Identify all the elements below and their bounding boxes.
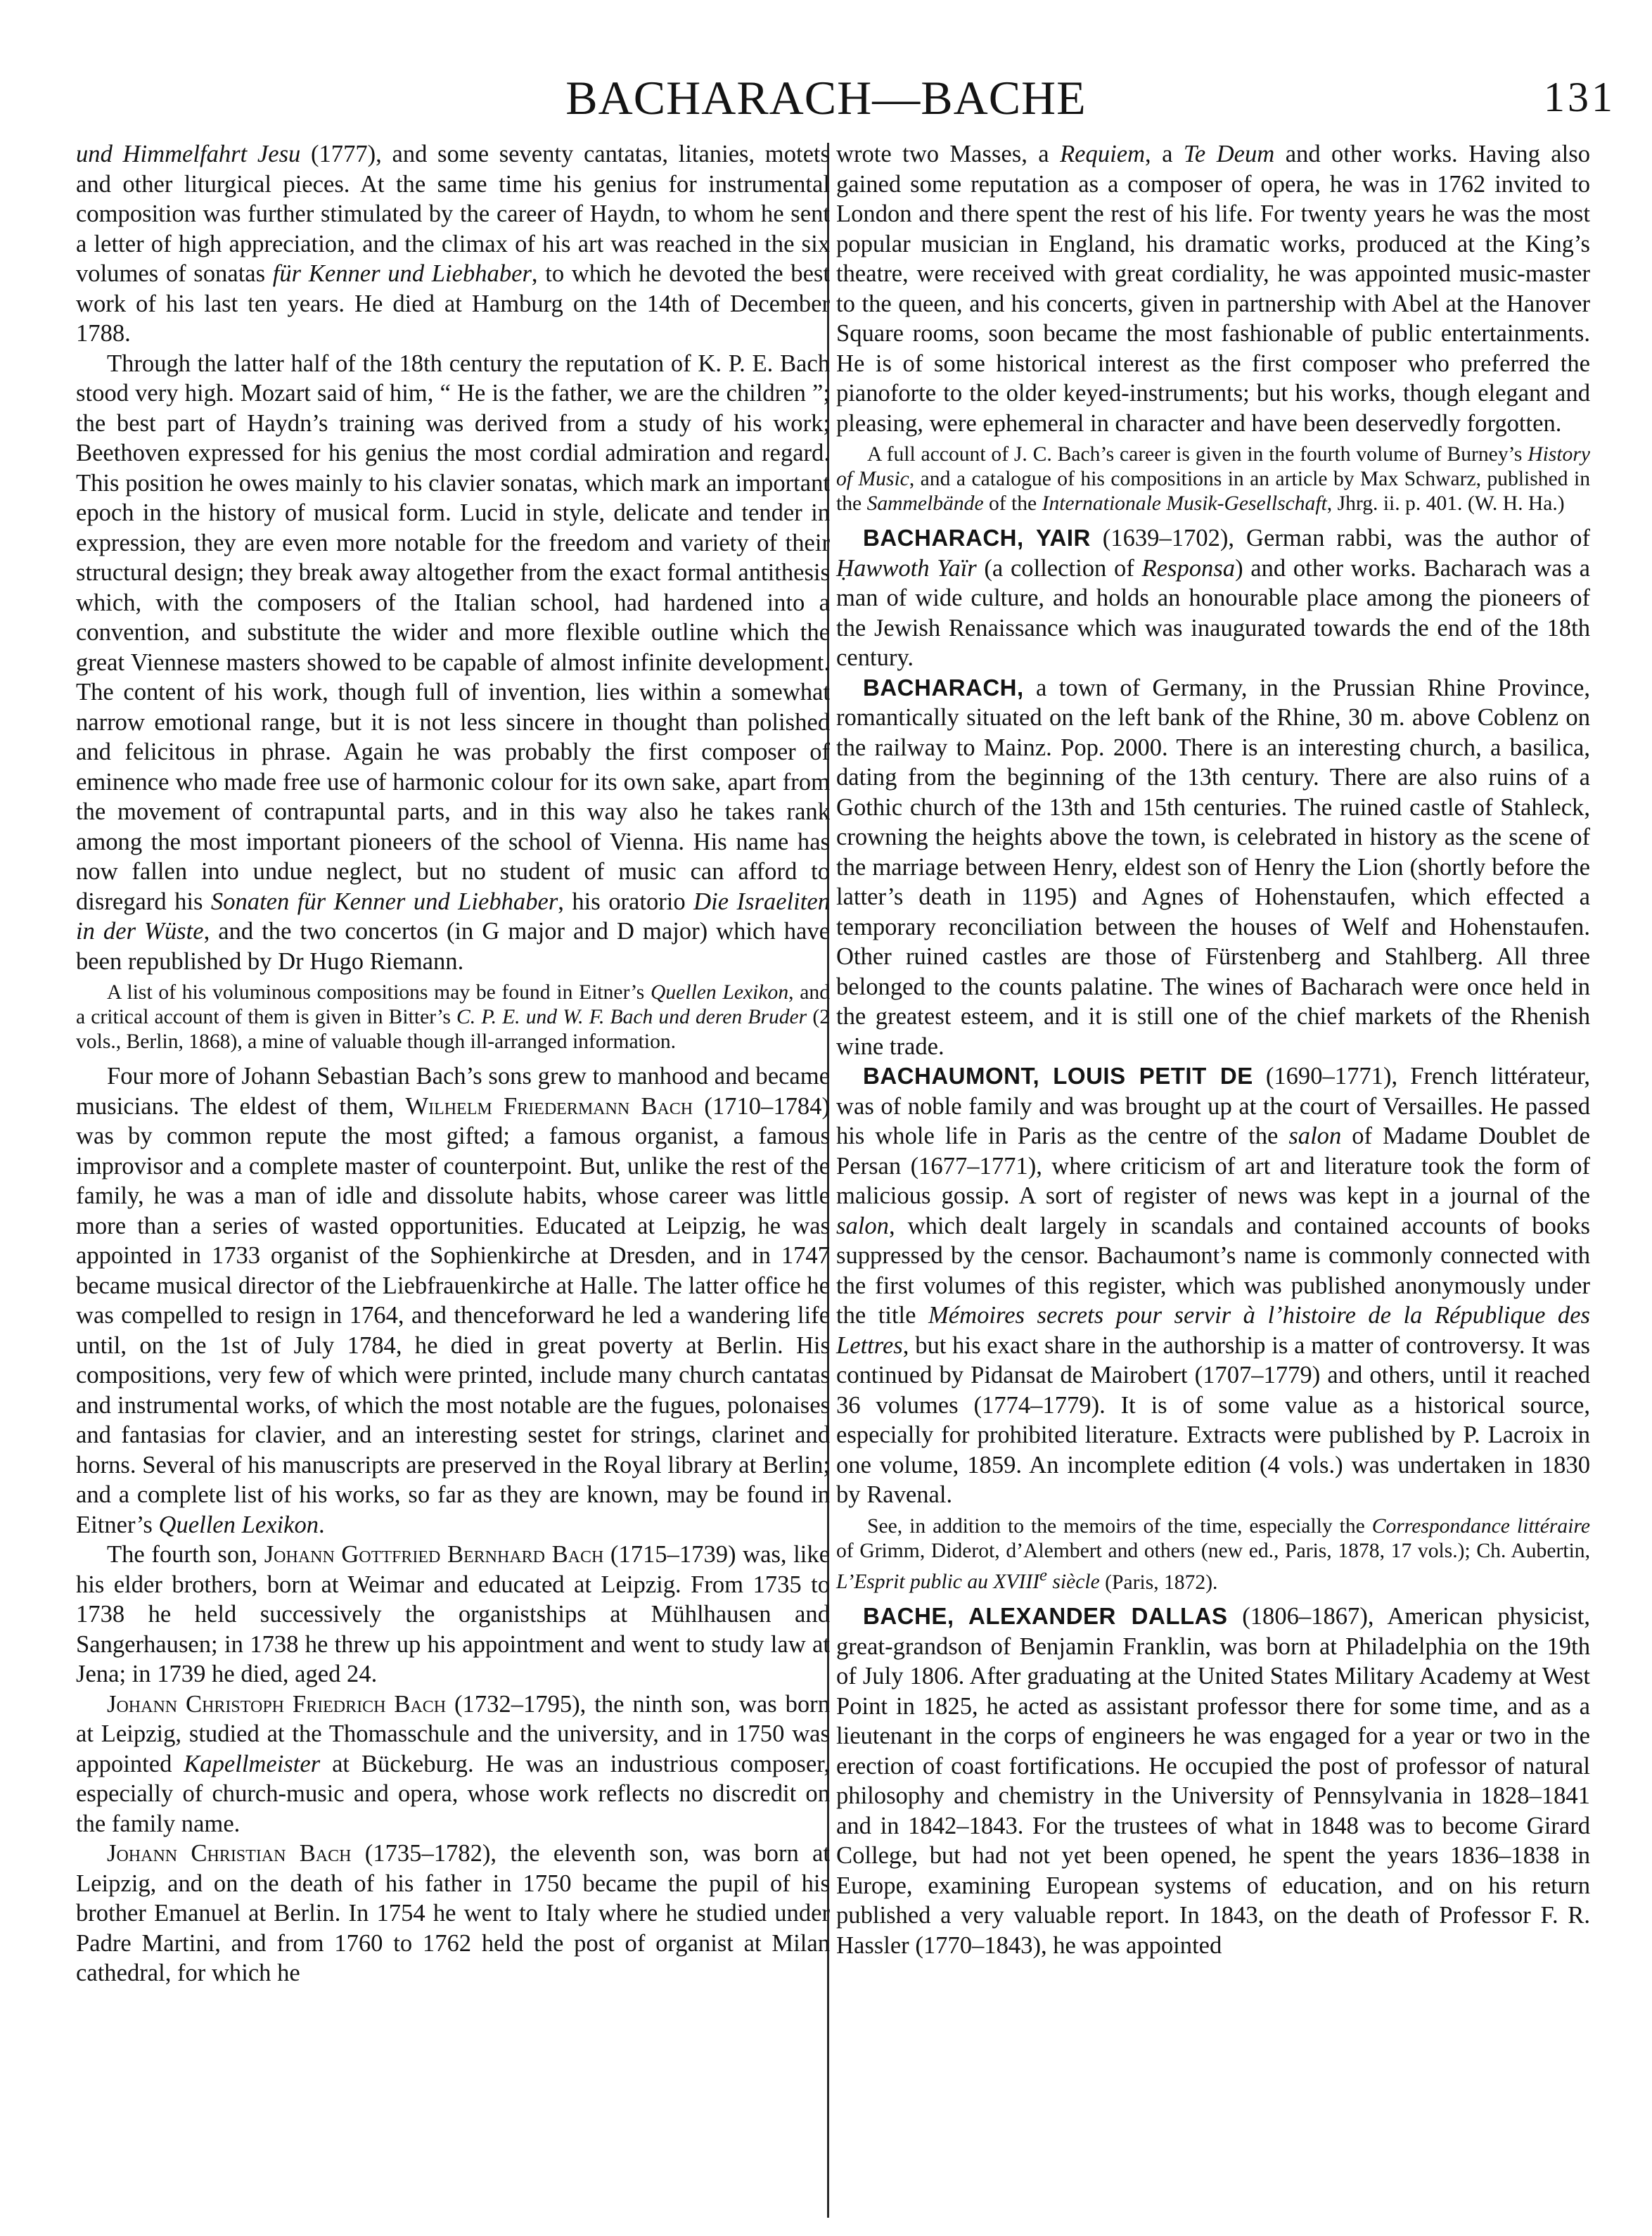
page-number: 131 (1544, 74, 1615, 120)
paragraph: wrote two Masses, a Requiem, a Te Deum and other works. Having also gained some reputation as a composer of opera, he was in 1762 invited to London and there spent the rest of his life. For twenty years he was the most popular musician in England, his dramatic works, produced at the King’s theatre, were received with great cordiality, he was appointed music-master to the queen, and his concerts, given in partnership with Abel at the Hanover Square rooms, soon became the most fashionable of public entertainments. He is of some historical interest as the first composer who preferred the pianoforte to the older keyed-instruments; but his works, though elegant and pleasing, were ephemeral in character and have been deservedly forgotten. (836, 141, 1590, 437)
paragraph: Through the latter half of the 18th century the reputation of K. P. E. Bach stood very high. Mozart said of him, “ He is the father, we are the children ”; the best part of Haydn’s training was derived from a study of his work; Beethoven expressed for his genius the most cordial admiration and regard. This position he owes mainly to his clavier sonatas, which mark an important epoch in the history of musical form. Lucid in style, delicate and tender in expression, they are even more notable for the freedom and variety of their structural design; they break away altogether from the exact formal antithesis which, with the composers of the Italian school, had hardened into a convention, and substitute the wider and more flexible outline which the great Viennese masters showed to be capable of almost infinite development. The content of his work, though full of invention, lies within a somewhat narrow emotional range, but it is not less sincere in thought than polished and felicitous in phrase. Again he was probably the first composer of eminence who made free use of harmonic colour for its own sake, apart from the movement of contrapuntal parts, and in this way also he takes rank among the most important pioneers of the school of Vienna. His name has now fallen into undue neglect, but no student of music can afford to disregard his Sonaten für Kenner und Liebhaber, his oratorio Die Israeliten in der Wüste, and the two concertos (in G major and D major) which have been republished by Dr Hugo Riemann. (76, 350, 831, 975)
paragraph: Johann Christian Bach (1735–1782), the eleventh son, was born at Leipzig, and on the death of his father in 1750 became the pupil of his brother Emanuel at Berlin. In 1754 he went to Italy where he studied under Padre Martini, and from 1760 to 1762 held the post of organist at Milan cathedral, for which he (76, 1840, 830, 1986)
paragraph: Johann Christoph Friedrich Bach (1732–1795), the ninth son, was born at Leipzig, studied at the Thomasschule and the university, and in 1750 was appointed Kapellmeister at Bückeburg. He was an industrious composer, especially of church-music and opera, whose work reflects no discredit on the family name. (76, 1690, 830, 1837)
bibliography-note: A list of his voluminous compositions may be found in Eitner’s Quellen Lexikon, and a critical account of them is given in Bitter’s C. P. E. und W. F. Bach und deren Bruder (2 vols., Berlin, 1868), a mine of valuable though ill-arranged information. (76, 981, 830, 1053)
bibliography-note: A full account of J. C. Bach’s career is given in the fourth volume of Burney’s History of Music, and a catalogue of his compositions in an article by Max Schwarz, published in the Sammelbände of the Internationale Musik-Gesellschaft, Jhrg. ii. p. 401. (W. H. Ha.) (836, 443, 1591, 515)
bibliography-note: See, in addition to the memoirs of the time, especially the Correspondance littéraire of Grimm, Diderot, d’Alembert and others (new ed., Paris, 1878, 17 vols.); Ch. Aubertin, L’Esprit public au XVIIIe siècle (Paris, 1872). (836, 1514, 1591, 1594)
paragraph: The fourth son, Johann Gottfried Bernhard Bach (1715–1739) was, like his elder brothers, born at Weimar and educated at Leipzig. From 1735 to 1738 he held successively the organistships at Mühlhausen and Sangerhausen; in 1738 he threw up his appointment and went to study law at Jena; in 1739 he died, aged 24. (76, 1541, 830, 1687)
left-column (76, 139, 830, 1988)
right-column (836, 139, 1590, 1960)
running-title: BACHARACH—BACHE (565, 71, 1087, 124)
encyclopedia-entry: BACHARACH, YAIR (1639–1702), German rabbi, was the author of Ḥawwoth Yaïr (a collection of Responsa) and other works. Bacharach was a man of wide culture, and holds an honourable place among the pioneers of the Jewish Renaissance which was inaugurated towards the end of the 18th century. (836, 525, 1590, 671)
paragraph: Four more of Johann Sebastian Bach’s sons grew to manhood and became musicians. The eldest of them, Wilhelm Friedermann Bach (1710–1784) was by common repute the most gifted; a famous organist, a famous improvisor and a complete master of counterpoint. But, unlike the rest of the family, he was a man of idle and dissolute habits, whose career was little more than a series of wasted opportunities. Educated at Leipzig, he was appointed in 1733 organist of the Sophienkirche at Dresden, and in 1747 became musical director of the Liebfrauenkirche at Halle. The latter office he was compelled to resign in 1764, and thenceforward he led a wandering life until, on the 1st of July 1784, he died in great poverty at Berlin. His compositions, very few of which were printed, include many church cantatas and instrumental works, of which the most notable are the fugues, polonaises and fantasias for clavier, and an interesting sestet for strings, clarinet and horns. Several of his manuscripts are preserved in the Royal library at Berlin; and a complete list of his works, so far as they are known, may be found in Eitner’s Quellen Lexikon. (76, 1063, 830, 1538)
encyclopedia-entry: BACHAUMONT, LOUIS PETIT DE (1690–1771), French littérateur, was of noble family and was brought up at the court of Versailles. He passed his whole life in Paris as the centre of the salon of Madame Doublet de Persan (1677–1771), where criticism of art and literature took the form of malicious gossip. A sort of register of news was kept in a journal of the salon, which dealt largely in scandals and contained accounts of books suppressed by the censor. Bachaumont’s name is commonly connected with the first volumes of this register, which was published anonymously under the title Mémoires secrets pour servir à l’histoire de la République des Lettres, but his exact share in the authorship is a matter of controversy. It was continued by Pidansat de Mairobert (1707–1779) and others, until it reached 36 volumes (1774–1779). It is of some value as a historical source, especially for prohibited literature. Extracts were published by P. Lacroix in one volume, 1859. An incomplete edition (4 vols.) was undertaken in 1830 by Ravenal. (836, 1063, 1590, 1508)
encyclopedia-entry: BACHE, ALEXANDER DALLAS (1806–1867), American physicist, great-grandson of Benjamin Franklin, was born at Philadelphia on the 19th of July 1806. After graduating at the United States Military Academy at West Point in 1825, he acted as assistant professor there for some time, and as a lieutenant in the corps of engineers he was engaged for a year or two in the erection of coast fortifications. He occupied the post of professor of natural philosophy and chemistry in the University of Pennsylvania in 1828–1841 and in 1842–1843. For the trustees of what in 1848 was to become Girard College, but had not yet been opened, he spent the years 1836–1838 in Europe, examining European systems of education, and on his return published a very valuable report. In 1843, on the death of Professor F. R. Hassler (1770–1843), he was appointed (836, 1603, 1590, 1959)
paragraph: und Himmelfahrt Jesu (1777), and some seventy cantatas, litanies, motets and other liturgical pieces. At the same time his genius for instrumental composition was further stimulated by the career of Haydn, to whom he sent a letter of high appreciation, and the climax of his art was reached in the six volumes of sonatas für Kenner und Liebhaber, to which he devoted the best work of his last ten years. He died at Hamburg on the 14th of December 1788. (76, 141, 830, 347)
encyclopedia-entry: BACHARACH, a town of Germany, in the Prussian Rhine Province, romantically situated on the left bank of the Rhine, 30 m. above Coblenz on the railway to Mainz. Pop. 2000. There is an interesting church, a basilica, dating from the beginning of the 13th century. There are also ruins of a Gothic church of the 13th and 15th centuries. The ruined castle of Stahleck, crowning the heights above the town, is celebrated in history as the scene of the marriage between Henry, eldest son of Henry the Lion (shortly before the latter’s death in 1195) and Agnes of Hohenstaufen, which effected a temporary reconciliation between the houses of Welf and Hohenstaufen. Other ruined castles are those of Fürstenberg and Stahlberg. All three belonged to the counts palatine. The wines of Bacharach were once held in the greatest esteem, and it is still one of the chief markets of the Rhenish wine trade. (836, 674, 1590, 1060)
